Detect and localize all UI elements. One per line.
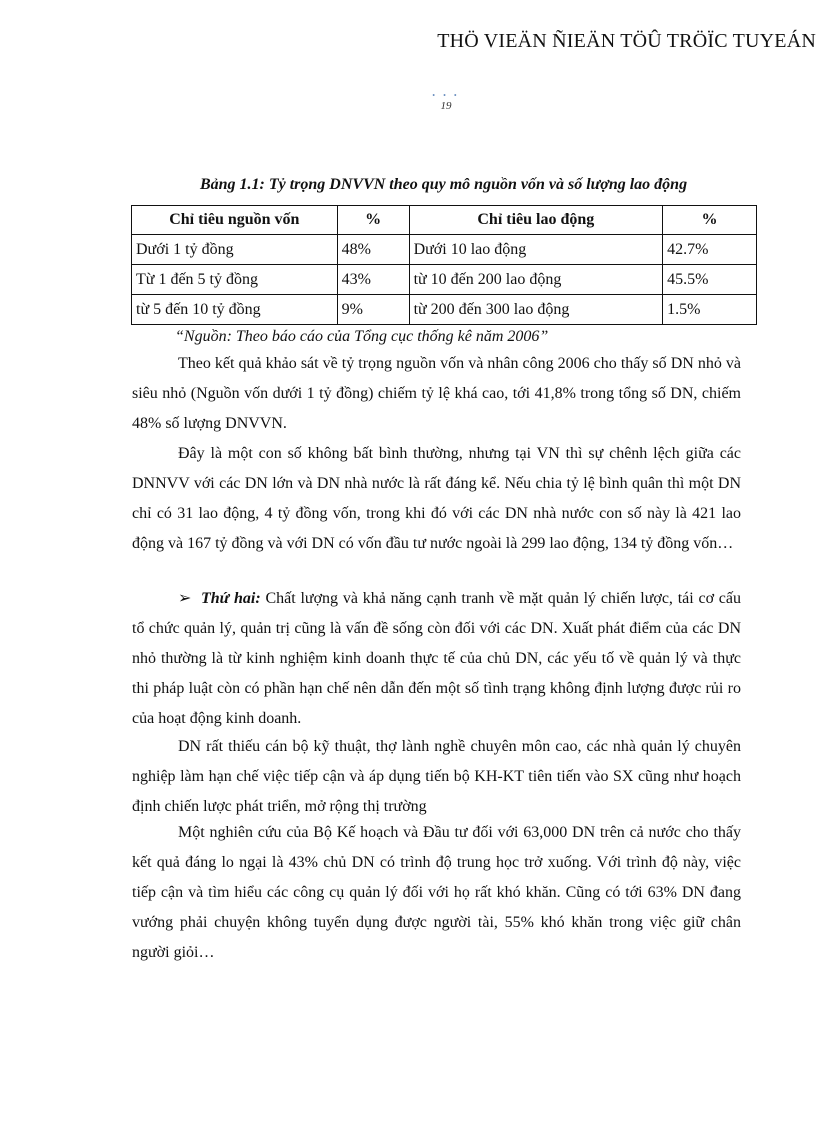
column-header: Chỉ tiêu nguồn vốn <box>132 206 338 235</box>
paragraph-3-text: Chất lượng và khả năng cạnh tranh về mặt quản lý chiến lược, tái cơ cấu tổ chức quản lý, quản trị cũng là vấn đề sống còn đối với các DN. Xuất phát điểm của các DN nhỏ thường là từ kinh nghiệm kinh doanh thực tế của chủ DN, các yếu tố về quản lý và thực thi pháp luật còn có phần hạn chế nên dẫn đến một số tình trạng không định lượng được rủi ro của hoạt động kinh doanh. <box>132 590 742 727</box>
page-header: THÖ VIEÄN ÑIEÄN TÖÛ TRÖÏC TUYEÁN <box>437 30 816 52</box>
table-caption: Bảng 1.1: Tỷ trọng DNVVN theo quy mô nguồn vốn và số lượng lao động <box>199 176 688 193</box>
table-header-row <box>132 206 757 235</box>
table-cell: 48% <box>337 235 409 265</box>
table-source-note: “Nguồn: Theo báo cáo của Tổng cục thống kê năm 2006” <box>175 328 549 345</box>
table-cell: Từ 1 đến 5 tỷ đồng <box>132 265 338 295</box>
table-row <box>132 265 757 295</box>
arrow-bullet-icon: ➢ <box>178 590 192 607</box>
table-cell: 43% <box>337 265 409 295</box>
table-cell: 42.7% <box>663 235 757 265</box>
column-header: % <box>663 206 757 235</box>
table-cell: 1.5% <box>663 295 757 325</box>
table-cell: Dưới 10 lao động <box>409 235 663 265</box>
page-number-block <box>0 92 816 112</box>
decorative-dots: • • • <box>432 91 460 100</box>
paragraph-4: DN rất thiếu cán bộ kỹ thuật, thợ lành nghề chuyên môn cao, các nhà quản lý chuyên nghiệp làm hạn chế việc tiếp cận và áp dụng tiến bộ KH-KT tiên tiến vào SX cũng như hoạch định chiến lược phát triển, mở rộng thị trường <box>132 738 741 815</box>
table-cell: 45.5% <box>663 265 757 295</box>
paragraph-3 <box>132 584 741 734</box>
paragraph-3-lead: Thứ hai: <box>200 590 261 607</box>
paragraph-5: Một nghiên cứu của Bộ Kế hoạch và Đầu tư đối với 63,000 DN trên cả nước cho thấy kết quả đáng lo ngại là 43% chủ DN có trình độ trung học trở xuống. Với trình độ này, việc tiếp cận và tìm hiểu các công cụ quản lý đối với họ rất khó khăn. Cũng có tới 63% DN đang vướng phải chuyện không tuyển dụng được người tài, 55% khó khăn trong việc giữ chân người giỏi… <box>132 824 741 961</box>
column-header: Chỉ tiêu lao động <box>409 206 663 235</box>
table-row <box>132 235 757 265</box>
table-cell: từ 5 đến 10 tỷ đồng <box>132 295 338 325</box>
table-cell: Dưới 1 tỷ đồng <box>132 235 338 265</box>
paragraph-1: Theo kết quả khảo sát về tỷ trọng nguồn vốn và nhân công 2006 cho thấy số DN nhỏ và siêu nhỏ (Nguồn vốn dưới 1 tỷ đồng) chiếm tỷ lệ khá cao, tới 41,8% trong tổng số DN, chiếm 48% số lượng DNVVN. <box>132 355 741 432</box>
table-cell: từ 10 đến 200 lao động <box>409 265 663 295</box>
paragraph-2: Đây là một con số không bất bình thường, nhưng tại VN thì sự chênh lệch giữa các DNNVV với các DN lớn và DN nhà nước là rất đáng kể. Nếu chia tỷ lệ bình quân thì một DN chỉ có 31 lao động, 4 tỷ đồng vốn, trong khi đó với các DN nhà nước con số này là 421 lao động và 167 tỷ đồng và với DN có vốn đầu tư nước ngoài là 299 lao động, 134 tỷ đồng vốn… <box>132 445 741 552</box>
page-number: 19 <box>440 100 452 112</box>
table-row <box>132 295 757 325</box>
data-table <box>131 205 757 325</box>
table-cell: từ 200 đến 300 lao động <box>409 295 663 325</box>
table-cell: 9% <box>337 295 409 325</box>
column-header: % <box>337 206 409 235</box>
